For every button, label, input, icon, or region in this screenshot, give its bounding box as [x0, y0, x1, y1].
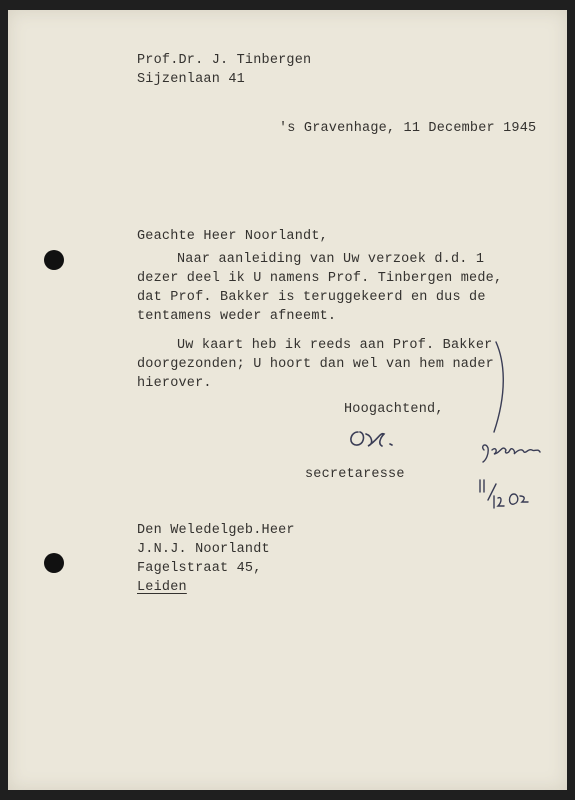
body-line: Naar aanleiding van Uw verzoek d.d. 1: [177, 252, 485, 267]
punch-hole-top: [44, 250, 64, 270]
body-line: dat Prof. Bakker is teruggekeerd en dus de: [137, 290, 486, 305]
recipient-line-3: Fagelstraat 45,: [137, 561, 262, 576]
date-line: 's Gravenhage, 11 December 1945: [279, 121, 537, 136]
recipient-line-2: J.N.J. Noorlandt: [137, 542, 270, 557]
handwritten-note-date: [474, 474, 544, 514]
signer-role: secretaresse: [305, 467, 405, 482]
body-line: dezer deel ik U namens Prof. Tinbergen mede,: [137, 271, 503, 286]
salutation: Geachte Heer Noorlandt,: [137, 229, 328, 244]
closing: Hoogachtend,: [344, 402, 444, 417]
sender-address: Sijzenlaan 41: [137, 72, 245, 87]
handwritten-bracket: [490, 340, 520, 435]
recipient-city: Leiden: [137, 580, 187, 595]
sender-name: Prof.Dr. J. Tinbergen: [137, 53, 312, 68]
body-line: doorgezonden; U hoort dan wel van hem nader: [137, 357, 494, 372]
body-line: tentamens weder afneemt.: [137, 309, 337, 324]
body-line: Uw kaart heb ik reeds aan Prof. Bakker: [177, 338, 493, 353]
recipient-line-1: Den Weledelgeb.Heer: [137, 523, 295, 538]
handwritten-note-gedaan: [478, 436, 548, 468]
handwritten-signature: [344, 424, 404, 452]
punch-hole-bottom: [44, 553, 64, 573]
body-line: hierover.: [137, 376, 212, 391]
